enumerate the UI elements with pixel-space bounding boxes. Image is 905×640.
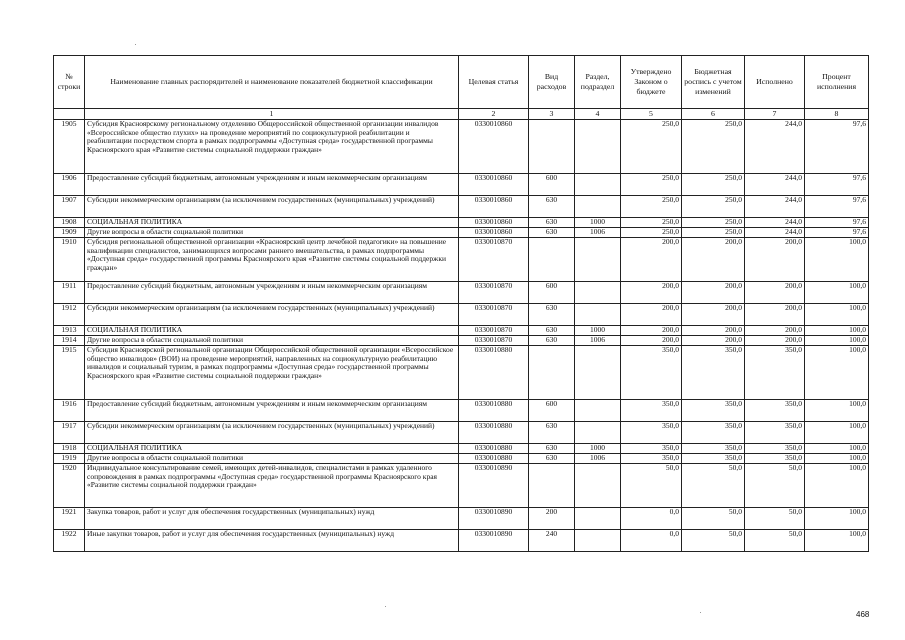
row-expense-type — [529, 120, 575, 174]
row-percent: 100,0 — [805, 282, 869, 304]
row-executed: 350,0 — [745, 444, 805, 454]
row-number: 1919 — [54, 454, 85, 464]
row-approved: 250,0 — [621, 228, 682, 238]
row-percent: 100,0 — [805, 346, 869, 400]
column-number: 3 — [529, 109, 575, 120]
table-row — [54, 508, 869, 530]
header-section: Раздел, подраздел — [575, 56, 621, 109]
row-number: 1913 — [54, 326, 85, 336]
row-budget-schedule: 350,0 — [682, 454, 745, 464]
scan-speck — [135, 44, 136, 45]
row-target-article: 0330010880 — [459, 454, 529, 464]
row-name: Индивидуальное консультирование семей, имеющих детей-инвалидов, специалистами в рамках удаленного сопровождения в рамках подпрограммы «Доступная среда» государственной программы Красноярского края «Развитие системы социальной поддержки граждан» — [85, 464, 459, 508]
row-approved: 350,0 — [621, 444, 682, 454]
row-section — [575, 120, 621, 174]
table-row — [54, 454, 869, 464]
column-number: 2 — [459, 109, 529, 120]
header-row-no: № строки — [54, 56, 85, 109]
page-number: 468 — [856, 610, 870, 619]
row-budget-schedule: 350,0 — [682, 346, 745, 400]
row-expense-type — [529, 238, 575, 282]
table-row — [54, 326, 869, 336]
row-percent: 97,6 — [805, 174, 869, 196]
row-budget-schedule: 200,0 — [682, 282, 745, 304]
row-name: Другие вопросы в области социальной политики — [85, 336, 459, 346]
row-expense-type: 630 — [529, 196, 575, 218]
header-expense-type: Вид расходов — [529, 56, 575, 109]
row-expense-type: 630 — [529, 336, 575, 346]
row-percent: 100,0 — [805, 238, 869, 282]
column-number: 6 — [682, 109, 745, 120]
row-percent: 97,6 — [805, 218, 869, 228]
row-expense-type — [529, 346, 575, 400]
row-expense-type: 630 — [529, 304, 575, 326]
row-percent: 100,0 — [805, 454, 869, 464]
row-target-article: 0330010860 — [459, 228, 529, 238]
row-executed: 200,0 — [745, 282, 805, 304]
row-budget-schedule: 200,0 — [682, 304, 745, 326]
row-percent: 97,6 — [805, 196, 869, 218]
row-approved: 50,0 — [621, 464, 682, 508]
row-number: 1921 — [54, 508, 85, 530]
header-name: Наименование главных распорядителей и наименование показателей бюджетной классификации — [85, 56, 459, 109]
row-executed: 350,0 — [745, 400, 805, 422]
row-budget-schedule: 250,0 — [682, 218, 745, 228]
row-number: 1909 — [54, 228, 85, 238]
budget-execution-table — [53, 55, 869, 552]
row-approved: 200,0 — [621, 238, 682, 282]
row-number: 1914 — [54, 336, 85, 346]
row-budget-schedule: 250,0 — [682, 174, 745, 196]
row-approved: 200,0 — [621, 304, 682, 326]
row-expense-type: 630 — [529, 326, 575, 336]
row-budget-schedule: 350,0 — [682, 422, 745, 444]
row-expense-type: 630 — [529, 422, 575, 444]
row-target-article: 0330010860 — [459, 120, 529, 174]
table-row — [54, 422, 869, 444]
header-target-article: Целевая статья — [459, 56, 529, 109]
row-executed: 244,0 — [745, 228, 805, 238]
table-row — [54, 304, 869, 326]
row-executed: 200,0 — [745, 336, 805, 346]
row-budget-schedule: 250,0 — [682, 228, 745, 238]
row-executed: 244,0 — [745, 218, 805, 228]
row-name: Субсидия Красноярскому региональному отделению Общероссийской общественной организации инвалидов «Всероссийское общество глухих» на проведение мероприятий по социокультурной реабилитации и реабилитации посредством спорта в рамках подпрограммы «Доступная среда» государственной программы Красноярского края «Развитие системы социальной поддержки граждан» — [85, 120, 459, 174]
row-name: Другие вопросы в области социальной политики — [85, 454, 459, 464]
row-name: Предоставление субсидий бюджетным, автономным учреждениям и иным некоммерческим организациям — [85, 400, 459, 422]
row-expense-type: 630 — [529, 454, 575, 464]
row-budget-schedule: 50,0 — [682, 464, 745, 508]
row-section — [575, 304, 621, 326]
row-expense-type: 200 — [529, 508, 575, 530]
row-name: Субсидии некоммерческим организациям (за исключением государственных (муниципальных) учреждений) — [85, 196, 459, 218]
row-budget-schedule: 50,0 — [682, 530, 745, 552]
row-percent: 100,0 — [805, 530, 869, 552]
row-budget-schedule: 200,0 — [682, 336, 745, 346]
row-executed: 244,0 — [745, 174, 805, 196]
row-section — [575, 422, 621, 444]
row-executed: 50,0 — [745, 530, 805, 552]
row-section: 1000 — [575, 218, 621, 228]
row-approved: 0,0 — [621, 530, 682, 552]
row-approved: 250,0 — [621, 174, 682, 196]
row-approved: 200,0 — [621, 326, 682, 336]
row-name: Субсидия региональной общественной организации «Красноярский центр лечебной педагогики» на повышение квалификации специалистов, занимающихся вопросами раннего вмешательства, в рамках подпрограммы «Доступная среда» государственной программы Красноярского края «Развитие системы социальной поддержки граждан» — [85, 238, 459, 282]
row-approved: 250,0 — [621, 196, 682, 218]
row-budget-schedule: 350,0 — [682, 400, 745, 422]
table-row — [54, 196, 869, 218]
row-number: 1908 — [54, 218, 85, 228]
header-percent: Процент исполнения — [805, 56, 869, 109]
row-percent: 100,0 — [805, 326, 869, 336]
row-executed: 200,0 — [745, 326, 805, 336]
row-approved: 350,0 — [621, 346, 682, 400]
row-target-article: 0330010870 — [459, 238, 529, 282]
row-target-article: 0330010890 — [459, 508, 529, 530]
row-target-article: 0330010880 — [459, 444, 529, 454]
row-name: СОЦИАЛЬНАЯ ПОЛИТИКА — [85, 444, 459, 454]
row-approved: 200,0 — [621, 336, 682, 346]
row-section — [575, 530, 621, 552]
row-budget-schedule: 250,0 — [682, 120, 745, 174]
table-header-row — [54, 56, 869, 109]
row-section — [575, 196, 621, 218]
row-expense-type: 240 — [529, 530, 575, 552]
row-executed: 200,0 — [745, 304, 805, 326]
row-section: 1000 — [575, 326, 621, 336]
table-row — [54, 228, 869, 238]
row-number: 1912 — [54, 304, 85, 326]
row-approved: 350,0 — [621, 454, 682, 464]
row-executed: 244,0 — [745, 196, 805, 218]
row-executed: 50,0 — [745, 508, 805, 530]
row-target-article: 0330010880 — [459, 400, 529, 422]
row-name: Субсидии некоммерческим организациям (за исключением государственных (муниципальных) учреждений) — [85, 422, 459, 444]
row-target-article: 0330010870 — [459, 326, 529, 336]
row-number: 1907 — [54, 196, 85, 218]
column-number: 8 — [805, 109, 869, 120]
table-row — [54, 174, 869, 196]
header-executed: Исполнено — [745, 56, 805, 109]
row-number: 1918 — [54, 444, 85, 454]
table-row — [54, 238, 869, 282]
row-target-article: 0330010870 — [459, 282, 529, 304]
row-approved: 0,0 — [621, 508, 682, 530]
row-number: 1920 — [54, 464, 85, 508]
row-executed: 244,0 — [745, 120, 805, 174]
row-percent: 100,0 — [805, 508, 869, 530]
column-numbers-row — [54, 109, 869, 120]
row-target-article: 0330010870 — [459, 336, 529, 346]
scan-speck — [700, 612, 701, 613]
row-target-article: 0330010880 — [459, 422, 529, 444]
row-section — [575, 464, 621, 508]
row-section: 1006 — [575, 454, 621, 464]
row-name: Предоставление субсидий бюджетным, автономным учреждениям и иным некоммерческим организациям — [85, 174, 459, 196]
table-row — [54, 120, 869, 174]
table-row — [54, 530, 869, 552]
row-section — [575, 508, 621, 530]
row-expense-type: 630 — [529, 228, 575, 238]
row-percent: 100,0 — [805, 336, 869, 346]
column-number — [54, 109, 85, 120]
row-budget-schedule: 200,0 — [682, 238, 745, 282]
row-percent: 100,0 — [805, 444, 869, 454]
column-number: 5 — [621, 109, 682, 120]
row-number: 1917 — [54, 422, 85, 444]
row-name: Субсидия Красноярской региональной организации Общероссийской общественной организации «Всероссийское общество инвалидов» (ВОИ) на проведение мероприятий, направленных на социокультурную реабилитацию инвалидов и социальный туризм, в рамках подпрограммы «Доступная среда» государственной программы Красноярского края «Развитие системы социальной поддержки граждан» — [85, 346, 459, 400]
table-row — [54, 218, 869, 228]
row-name: СОЦИАЛЬНАЯ ПОЛИТИКА — [85, 218, 459, 228]
row-name: Закупка товаров, работ и услуг для обеспечения государственных (муниципальных) нужд — [85, 508, 459, 530]
row-number: 1922 — [54, 530, 85, 552]
header-approved: Утверждено Законом о бюджете — [621, 56, 682, 109]
row-section — [575, 174, 621, 196]
row-expense-type: 600 — [529, 400, 575, 422]
row-expense-type: 600 — [529, 282, 575, 304]
table-row — [54, 336, 869, 346]
row-percent: 100,0 — [805, 400, 869, 422]
row-percent: 100,0 — [805, 422, 869, 444]
row-name: Субсидии некоммерческим организациям (за исключением государственных (муниципальных) учреждений) — [85, 304, 459, 326]
column-number: 7 — [745, 109, 805, 120]
row-executed: 50,0 — [745, 464, 805, 508]
row-section — [575, 346, 621, 400]
row-executed: 200,0 — [745, 238, 805, 282]
row-expense-type: 630 — [529, 218, 575, 228]
row-budget-schedule: 250,0 — [682, 196, 745, 218]
row-target-article: 0330010880 — [459, 346, 529, 400]
row-approved: 250,0 — [621, 120, 682, 174]
row-percent: 97,6 — [805, 228, 869, 238]
row-name: Другие вопросы в области социальной политики — [85, 228, 459, 238]
row-section — [575, 238, 621, 282]
row-section — [575, 400, 621, 422]
table-row — [54, 400, 869, 422]
table-row — [54, 464, 869, 508]
row-target-article: 0330010860 — [459, 174, 529, 196]
row-target-article: 0330010860 — [459, 218, 529, 228]
row-number: 1915 — [54, 346, 85, 400]
row-number: 1905 — [54, 120, 85, 174]
row-number: 1906 — [54, 174, 85, 196]
row-budget-schedule: 350,0 — [682, 444, 745, 454]
row-executed: 350,0 — [745, 346, 805, 400]
row-approved: 350,0 — [621, 422, 682, 444]
row-number: 1911 — [54, 282, 85, 304]
row-target-article: 0330010890 — [459, 530, 529, 552]
row-percent: 100,0 — [805, 464, 869, 508]
table-row — [54, 444, 869, 454]
row-target-article: 0330010860 — [459, 196, 529, 218]
row-approved: 200,0 — [621, 282, 682, 304]
table-row — [54, 282, 869, 304]
scan-speck — [385, 606, 386, 607]
row-name: Иные закупки товаров, работ и услуг для обеспечения государственных (муниципальных) нужд — [85, 530, 459, 552]
header-budget-schedule: Бюджетная роспись с учетом изменений — [682, 56, 745, 109]
row-percent: 100,0 — [805, 304, 869, 326]
row-expense-type: 600 — [529, 174, 575, 196]
row-expense-type — [529, 464, 575, 508]
row-percent: 97,6 — [805, 120, 869, 174]
row-section: 1006 — [575, 336, 621, 346]
column-number: 4 — [575, 109, 621, 120]
row-budget-schedule: 200,0 — [682, 326, 745, 336]
row-number: 1910 — [54, 238, 85, 282]
row-budget-schedule: 50,0 — [682, 508, 745, 530]
column-number: 1 — [85, 109, 459, 120]
row-number: 1916 — [54, 400, 85, 422]
row-name: СОЦИАЛЬНАЯ ПОЛИТИКА — [85, 326, 459, 336]
row-section: 1000 — [575, 444, 621, 454]
table-body — [54, 120, 869, 552]
row-target-article: 0330010890 — [459, 464, 529, 508]
row-executed: 350,0 — [745, 454, 805, 464]
table-row — [54, 346, 869, 400]
row-approved: 250,0 — [621, 218, 682, 228]
row-name: Предоставление субсидий бюджетным, автономным учреждениям и иным некоммерческим организациям — [85, 282, 459, 304]
row-section — [575, 282, 621, 304]
row-expense-type: 630 — [529, 444, 575, 454]
row-executed: 350,0 — [745, 422, 805, 444]
row-approved: 350,0 — [621, 400, 682, 422]
row-section: 1006 — [575, 228, 621, 238]
row-target-article: 0330010870 — [459, 304, 529, 326]
